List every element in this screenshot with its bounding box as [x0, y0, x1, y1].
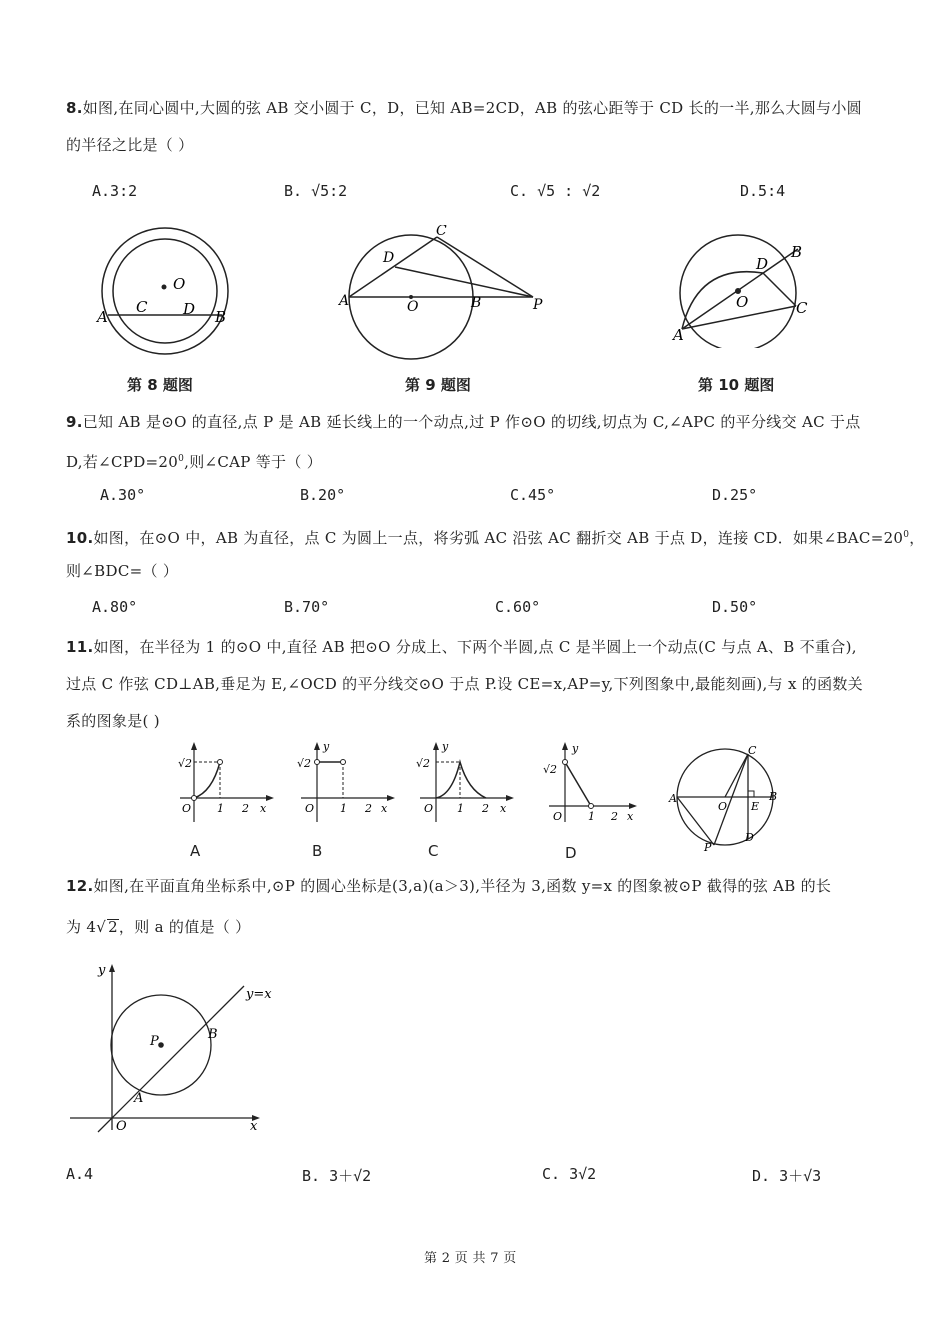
fig8-label-a: A	[97, 308, 108, 326]
svg-text:√2: √2	[297, 757, 312, 770]
fig12-label-y: y	[98, 963, 106, 978]
figure-12-coordinate-circle	[66, 958, 276, 1138]
fig12-label-yx: y=x	[246, 987, 272, 1002]
svg-text:1: 1	[588, 810, 595, 823]
svg-text:2: 2	[482, 802, 489, 815]
svg-text:C: C	[748, 744, 757, 757]
q9-option-a: A.30°	[100, 486, 146, 504]
svg-text:√2: √2	[178, 757, 193, 770]
svg-text:x: x	[500, 802, 507, 815]
q9-line1: 9.已知 AB 是⊙O 的直径,点 P 是 AB 延长线上的一个动点,过 P 作⊙O 的切线,切点为 C,∠APC 的平分线交 AC 于点	[66, 413, 861, 431]
fig8-label-b: B	[215, 308, 227, 326]
svg-text:x: x	[627, 810, 634, 823]
fig10-label-b: B	[791, 243, 803, 261]
q11-number: 11.	[66, 638, 94, 656]
q9-option-c: C.45°	[510, 486, 556, 504]
svg-text:y: y	[442, 740, 449, 753]
q11-graph-b	[293, 740, 398, 830]
fig12-label-b: B	[208, 1027, 218, 1042]
svg-text:1: 1	[217, 802, 224, 815]
fig9-label-b: B	[471, 295, 482, 311]
fig10-label-d: D	[756, 255, 769, 273]
q11-graph-d	[535, 740, 640, 830]
fig9-label-d: D	[383, 250, 395, 266]
svg-text:O: O	[424, 802, 434, 815]
svg-text:B: B	[769, 790, 778, 803]
svg-text:O: O	[182, 802, 192, 815]
svg-text:x: x	[260, 802, 267, 815]
q8-line2: 的半径之比是（ ）	[66, 136, 194, 154]
q11-line3: 系的图象是( )	[66, 712, 160, 730]
q10-line1: 10.如图，在⊙O 中，AB 为直径，点 C 为圆上一点，将劣弧 AC 沿弦 AC 翻折交 AB 于点 D，连接 CD．如果$\angle BAC=20^0$，	[66, 529, 925, 547]
q12-option-a: A.4	[66, 1165, 94, 1183]
fig9-label-a: A	[339, 293, 350, 309]
fig9-label-c: C	[436, 225, 447, 239]
fig12-label-o: O	[116, 1119, 127, 1134]
fig12-label-p: P	[150, 1034, 159, 1049]
q11-circle-figure	[668, 742, 783, 852]
q10-option-d: D.50°	[712, 598, 758, 616]
svg-text:E: E	[751, 800, 760, 813]
fig9-label-o: O	[407, 299, 419, 315]
q9-line2: D,若$\angle CPD=20^0$,则∠CAP 等于（ ）	[66, 453, 323, 471]
svg-text:2: 2	[242, 802, 249, 815]
svg-text:O: O	[553, 810, 563, 823]
fig8-label-o: O	[173, 275, 186, 293]
q10-option-b: B.70°	[284, 598, 330, 616]
q10-option-c: C.60°	[495, 598, 541, 616]
svg-text:x: x	[381, 802, 388, 815]
svg-text:√2: √2	[416, 757, 431, 770]
svg-text:P: P	[704, 841, 712, 852]
figure-9-caption: 第 9 题图	[405, 376, 471, 394]
page-footer: 第 2 页 共 7 页	[424, 1251, 517, 1266]
figure-8-concentric-circles	[90, 225, 240, 360]
svg-text:O: O	[718, 800, 728, 813]
fig12-label-a: A	[134, 1091, 144, 1106]
q8-option-a: A.3:2	[92, 182, 138, 200]
q10-number: 10.	[66, 529, 94, 547]
q8-option-b: B. √5:2	[284, 182, 348, 200]
q10-line2: 则∠BDC=（ ）	[66, 562, 179, 580]
q9-option-b: B.20°	[300, 486, 346, 504]
q11-graph-b-label: B	[312, 842, 323, 860]
fig10-label-c: C	[796, 299, 808, 317]
q10-option-a: A.80°	[92, 598, 138, 616]
q12-line1: 12.如图,在平面直角坐标系中,⊙P 的圆心坐标是(3,a)(a＞3),半径为 3,函数 y=x 的图象被⊙P 截得的弦 AB 的长	[66, 877, 832, 895]
fig8-label-c: C	[136, 298, 148, 316]
svg-text:y: y	[572, 742, 579, 755]
q8-number: 8.	[66, 99, 83, 117]
q11-line2: 过点 C 作弦 CD⊥AB,垂足为 E,∠OCD 的平分线交⊙O 于点 P.设 CE=x,AP=y,下列图象中,最能刻画),与 x 的函数关	[66, 675, 863, 693]
svg-text:√2: √2	[543, 763, 558, 776]
q11-graph-a-label: A	[190, 842, 201, 860]
svg-text:O: O	[305, 802, 315, 815]
fig9-label-p: P	[533, 297, 543, 313]
svg-text:y: y	[323, 740, 330, 753]
svg-text:A: A	[669, 792, 677, 805]
fig10-label-a: A	[673, 326, 684, 344]
figure-8-caption: 第 8 题图	[127, 376, 193, 394]
svg-text:D: D	[745, 831, 754, 844]
fig10-label-o: O	[736, 293, 749, 311]
fig8-label-d: D	[183, 300, 196, 318]
q9-number: 9.	[66, 413, 83, 431]
q9-option-d: D.25°	[712, 486, 758, 504]
q12-number: 12.	[66, 877, 94, 895]
svg-text:1: 1	[340, 802, 347, 815]
q12-option-c: C. 3√2	[542, 1165, 597, 1183]
q11-graph-c-label: C	[428, 842, 439, 860]
q11-line1: 11.如图，在半径为 1 的⊙O 中,直径 AB 把⊙O 分成上、下两个半圆,点 C 是半圆上一个动点(C 与点 A、B 不重合),	[66, 638, 857, 656]
svg-text:2: 2	[611, 810, 618, 823]
q8-option-c: C. √5 : √2	[510, 182, 601, 200]
q11-graph-a	[172, 740, 277, 830]
q11-graph-c	[412, 740, 517, 830]
q12-option-d: D. 3＋√3	[752, 1167, 822, 1185]
svg-text:1: 1	[457, 802, 464, 815]
q8-option-d: D.5:4	[740, 182, 786, 200]
figure-10-folded-arc	[668, 233, 818, 348]
q11-graph-d-label: D	[565, 844, 577, 862]
q8-line1: 8.如图,在同心圆中,大圆的弦 AB 交小圆于 C，D，已知 AB=2CD，AB 的弦心距等于 CD 长的一半,那么大圆与小圆	[66, 99, 862, 117]
fig12-label-x: x	[250, 1119, 258, 1134]
q12-option-b: B. 3＋√2	[302, 1167, 372, 1185]
q12-line2: 为 4√ 2，则 a 的值是（ ）	[66, 918, 251, 936]
svg-text:2: 2	[365, 802, 372, 815]
figure-10-caption: 第 10 题图	[698, 376, 775, 394]
figure-9-circle-tangent	[335, 225, 555, 360]
